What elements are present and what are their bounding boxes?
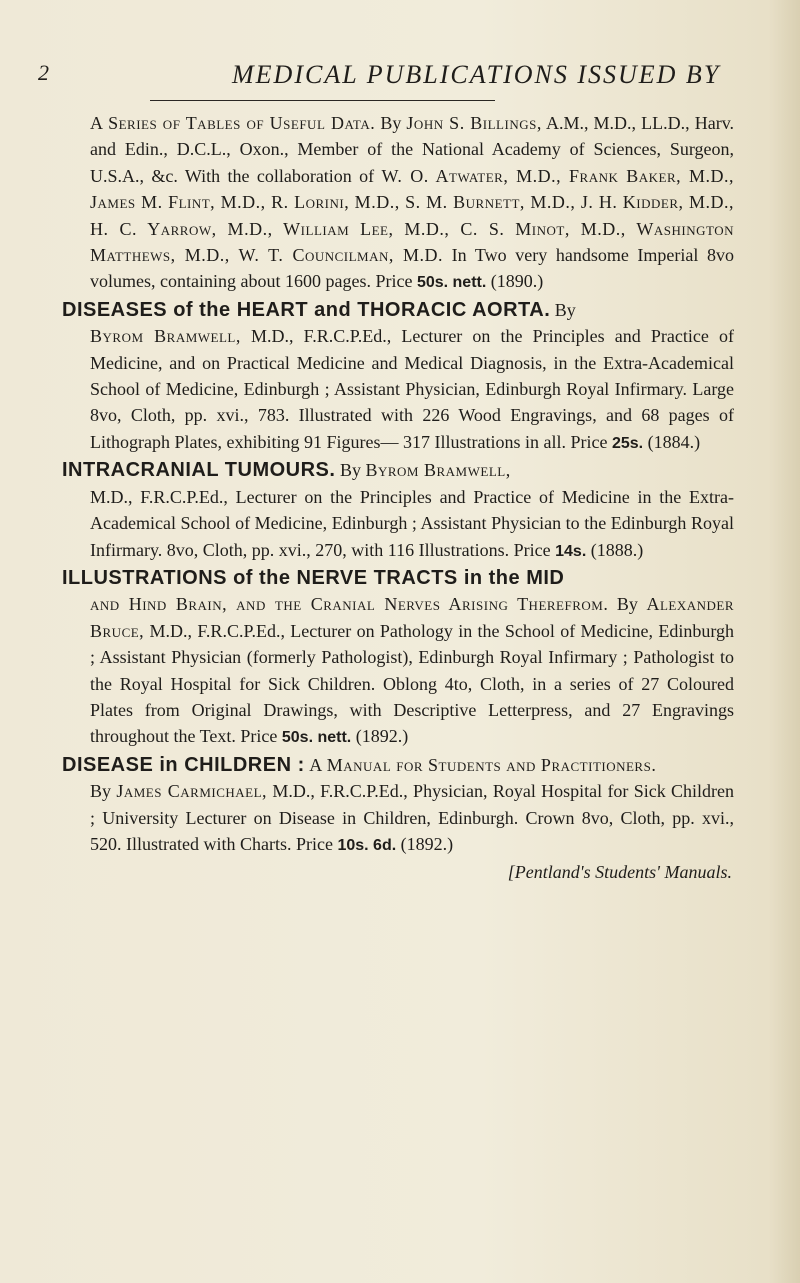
entry-year: (1884.) [647, 431, 701, 452]
entry-body: and Hind Brain, and the Cranial Nerves Arising Therefrom. By Alexander Bruce, M.D., F.R.C.P.Ed., Lecturer on Pathology in the School of Medicine, Edinburgh ; Assistant Physician (formerly Pathologist), Edinburgh Royal Infirmary ; Pathologist to the Royal Hospital for Sick Children. Oblong 4to, Cloth, in a series of 27 Coloured Plates from Original Drawings, with Descriptive Letterpress, and 27 Engravings throughout the Text. Price 50s. nett. (1892.) [90, 594, 735, 747]
entry-title: INTRACRANIAL TUMOURS. [62, 459, 336, 482]
entry-price: 50s. nett. [281, 729, 352, 747]
entry-year: (1892.) [355, 726, 409, 747]
entry-body: By James Carmichael, M.D., F.R.C.P.Ed., Physician, Royal Hospital for Sick Children ; University Lecturer on Disease in Children, Edinburgh. Crown 8vo, Cloth, pp. xvi., 520. Illustrated with Charts. Price 10s. 6d. (1892.) [90, 781, 735, 854]
entry-author: Byrom Bramwell, [90, 326, 241, 347]
entry-price: 50s. nett. [416, 274, 487, 292]
entry-text: A Series of Tables of Useful Data. By John S. Billings, A.M., M.D., LL.D., Harv. and Edin., D.C.L., Oxon., Member of the National Academy of Sciences, Surgeon, U.S.A., &c. With the collaboration of W. O. Atwater, M.D., Frank Baker, M.D., James M. Flint, M.D., R. Lorini, M.D., S. M. Burnett, M.D., J. H. Kidder, M.D., H. C. Yarrow, M.D., William Lee, M.D., C. S. Minot, M.D., Washington Matthews, M.D., W. T. Councilman, M.D. In Two very handsome Imperial 8vo volumes, containing about 1600 pages. Price 50s. nett. (1890.) [90, 113, 735, 292]
page-number: 2 [38, 60, 49, 85]
entry-body: M.D., F.R.C.P.Ed., Lecturer on the Principles and Practice of Medicine in the Extra-Academical School of Medicine, Edinburgh ; Assistant Physician to the Edinburgh Royal Infirmary. 8vo, Cloth, pp. xvi., 270, with 116 Illustrations. Price 14s. (1888.) [90, 486, 734, 560]
entry-subtitle: and Hind Brain, and the Cranial Nerves Arising Therefrom. [90, 594, 609, 615]
entry-text: INTRACRANIAL TUMOURS. By Byrom Bramwell, [62, 459, 511, 482]
entry-year: (1892.) [400, 833, 454, 854]
entry-author: Byrom Bramwell, [365, 460, 511, 481]
page-header [30, 54, 770, 94]
catalogue-entry-tumours [62, 457, 734, 565]
entry-author: James Carmichael, [116, 781, 268, 802]
entry-text [62, 565, 734, 591]
entry-text [62, 752, 734, 778]
catalogue-entry-nerve-tracts [62, 565, 734, 752]
entry-text: DISEASES of the HEART and THORACIC AORTA. By [62, 298, 576, 321]
catalogue-entry-heart [62, 297, 734, 457]
entry-price: 14s. [555, 542, 587, 560]
entry-title: DISEASE in CHILDREN : [62, 753, 305, 776]
entry-year: (1888.) [590, 539, 644, 560]
entry-title: ILLUSTRATIONS of the NERVE TRACTS in the MID [62, 566, 565, 589]
entry-subtitle: A Manual for Students and Practitioners. [309, 754, 657, 775]
entry-body: Byrom Bramwell, M.D., F.R.C.P.Ed., Lecturer on the Principles and Practice of Medicine, and on Practical Medicine and Medical Diagnosis, in the Extra-Academical School of Medicine, Edinburgh ; Assistant Physician, Edinburgh Royal Infirmary. Large 8vo, Cloth, pp. xvi., 783. Illustrated with 226 Wood Engravings, and 68 pages of Lithograph Plates, exhibiting 91 Figures— 317 Illustrations in all. Price 25s. (1884.) [90, 326, 735, 452]
entry-price: 10s. 6d. [337, 836, 397, 854]
entry-title: DISEASES of the HEART and THORACIC AORTA. [62, 298, 551, 321]
entry-lead: A Series of Tables of Useful Data. [90, 113, 376, 133]
catalogue-entry-children [62, 752, 734, 860]
entry-author: John S. Billings, [406, 113, 542, 133]
entry-author: Alexander Bruce, [90, 594, 735, 641]
series-note: [Pentland's Students' Manuals. [507, 862, 732, 883]
running-head: MEDICAL PUBLICATIONS ISSUED BY [232, 60, 721, 89]
header-rule [150, 100, 495, 101]
catalogue-listing [62, 110, 734, 904]
catalogue-entry-tables [62, 110, 734, 297]
entry-price: 25s. [611, 434, 644, 452]
entry-collaborators: W. O. Atwater, M.D., Frank Baker, M.D., James M. Flint, M.D., R. Lorini, M.D., S. M. Burnett, M.D., J. H. Kidder, M.D., H. C. Yarrow, M.D., William Lee, M.D., C. S. Minot, M.D., Washington Matthews, M.D., W. T. Councilman, M.D. [90, 165, 734, 266]
entry-year: (1890.) [490, 271, 544, 292]
